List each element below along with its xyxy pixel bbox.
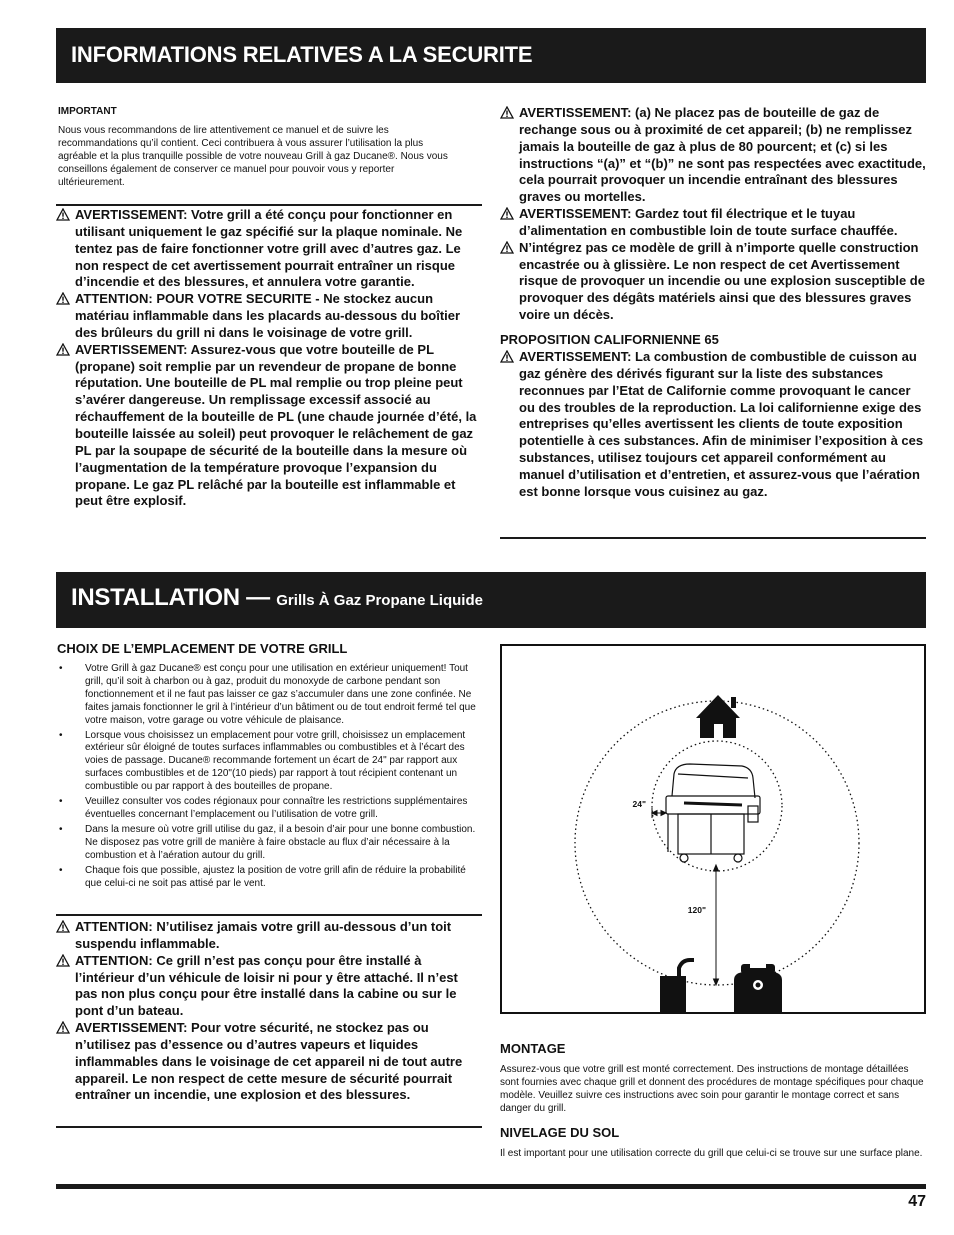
warning-triangle-icon [56,208,70,221]
list-item: • Lorsque vous choisissez un emplacement pour votre grill, choisissez un emplacement extérieur sûr éloigné de toutes surfaces inflammables ou combustibles et à l’écart des voies de passage. Ducane® recommande fortement un écart de 24" par rapport aux surfaces combustibles et de 120"(10 pieds) par rapport à tout récipient contenant un combustible ou par rapport à des bouteilles de propane. [57,730,482,795]
install-warnings [56,919,482,1104]
warning-triangle-icon [56,343,70,356]
warning-text: AVERTISSEMENT: Votre grill a été conçu pour fonctionner en utilisant uniquement le gaz spécifié sur la plaque nominale. Ne tentez pas de faire fonctionner votre grill avec d’autres gaz. Le non respect de cet avertissement pourrait entraîner un risque d’incendie et des blessures, et annulera votre garantie. [75,207,463,290]
divider [56,914,482,916]
warning-triangle-icon [56,920,70,933]
montage-heading: MONTAGE [500,1041,566,1056]
important-heading: IMPORTANT [58,106,117,117]
warning-item [500,105,926,206]
warning-text: AVERTISSEMENT: Assurez-vous que votre bouteille de PL (propane) soit remplie par un revendeur de propane de bonne réputation. Une bouteille de PL mal remplie ou trop pleine peut s’avérer dangereuse. Un remplissage excessif associé au réchauffement de la bouteille de PL (une chaude journée d’été, la bouteille laissée au soleil) peut provoquer le relâchement de gaz PL par la soupape de sécurité de la bouteille dans la mesure où l’augmentation de la température provoque l’expansion du propane. Le gaz PL relâché par la bouteille est inflammable et peut être explosif. [75,341,477,509]
important-text: Nous vous recommandons de lire attentivement ce manuel et de suivre les recommandations qu’il contient. Ceci contribuera à vous assurer l’utilisation la plus agréable et la plus tranquille possible de votre nouveau Grill à gaz Ducane®. Nous vous conseillons également de conserver ce manuel pour pouvoir vous y reporter ultérieurement. [58,125,448,188]
page-number: 47 [908,1193,926,1210]
list-item: • Dans la mesure où votre grill utilise du gaz, il a besoin d’air pour une bonne combustion. Ne disposez pas votre grill de manière à faire obstacle au flux d’air nécessaire à la combustion et à l’aération autour du grill. [57,824,482,863]
dimension-24-arrow [652,808,666,818]
warning-item [56,207,482,291]
prop65-warning [500,349,926,501]
list-item: • Chaque fois que possible, ajustez la position de votre grill afin de réduire la probabilité que celui-ci ne soit pas attisé par le vent. [57,865,482,891]
divider [56,1126,482,1128]
section-banner-safety [56,28,926,83]
warning-text: AVERTISSEMENT: Gardez tout fil électrique et le tuyau d’alimentation en combustible loin de toute surface chauffée. [519,206,898,238]
grill-icon [666,764,760,862]
warning-item [500,206,926,240]
warning-text: AVERTISSEMENT: (a) Ne placez pas de bouteille de gaz de rechange sous ou à proximité de cet appareil; (b) ne remplissez jamais la bouteille de gaz à plus de 80 pourcent; et (c) si les instructions “(a)” et “(b)” ne sont pas respectées avec exactitude, cela pourrait provoquer un incendie entraînant des blessures graves ou mortelles. [519,105,926,205]
nivelage-text: Il est important pour une utilisation correcte du grill que celui-ci se trouve sur une surface plane. [500,1148,923,1159]
warning-triangle-icon [500,106,514,119]
nivelage-heading: NIVELAGE DU SOL [500,1125,620,1140]
divider [500,537,926,539]
list-item: • Votre Grill à gaz Ducane® est conçu pour une utilisation en extérieur uniquement! Tout grill, qu’il soit à charbon ou à gaz, produit du monoxyde de carbone pendant son fonctionnement et il ne faut pas laisser ce gaz s’accumuler dans une zone confinée. Ne faites jamais fonctionner le gril à l’intérieur d’un bâtiment ou de tout endroit fermé tel que votre maison, votre garage ou votre véhicule de plaisance. [57,663,482,728]
warning-triangle-icon [500,241,514,254]
list-item: • Veuillez consulter vos codes régionaux pour connaître les restrictions supplémentaires éventuelles concernant l’emplacement ou l’utilisation de votre grill. [57,796,482,822]
right-warnings [500,105,926,501]
location-list [57,663,482,890]
clearance-diagram [500,644,926,1014]
house-icon [696,695,740,738]
warning-text: AVERTISSEMENT: Pour votre sécurité, ne stockez pas ou n’utilisez pas d’essence ou d’autres vapeurs et liquides inflammables dans le voisinage de cet appareil ni de tout autre appareil. Le non respect de cette mesure de sécurité pourrait entraîner un incendie, une explosion et des blessures. [75,1020,463,1103]
warning-item [56,919,482,953]
warning-triangle-icon [500,207,514,220]
montage-block [500,1041,926,1160]
divider [56,204,482,206]
warning-triangle-icon [500,350,514,363]
warning-text: AVERTISSEMENT: La combustion de combustible de cuisson au gaz génère des dérivés figurant sur la liste des substances reconnues par l’Etat de Californie comme provoquant le cancer ou des troubles de la reproduction. La loi californienne exige des entreprises qu’elles avertissent les clients de toute exposition potentielle à ces substances. Afin de minimiser l’exposition à ces substances, utilisez toujours cet appareil conformément au manuel d’utilisation et d’entretien, et assurez-vous que l’aération est bonne lorsque vous cuisinez au gaz. [519,348,924,499]
section-banner-installation [56,572,926,628]
section-subtitle: Grills À Gaz Propane Liquide [276,592,483,609]
warning-item [56,1020,482,1104]
location-heading: CHOIX DE L’EMPLACEMENT DE VOTRE GRILL [57,641,348,656]
propane-tank-icon [734,962,782,1012]
outer-clearance-circle [575,701,859,985]
warning-text: ATTENTION: N’utilisez jamais votre grill au-dessous d’un toit suspendu inflammable. [75,919,452,951]
warning-item [56,953,482,1020]
warning-item [56,342,482,510]
section-title-safety: INFORMATIONS RELATIVES A LA SECURITE [71,42,533,67]
warning-text: N’intégrez pas ce modèle de grill à n’importe quelle construction encastrée ou à glissière. Le non respect de cet Avertissement risque de provoquer un incendie ou une explosion susceptible de provoquer des dégâts matériels ainsi que des blessures graves voire un décès. [519,239,925,323]
section-title-installation: INSTALLATION — Grills À Gaz Propane Liquide [71,584,483,611]
prop65-heading: PROPOSITION CALIFORNIENNE 65 [500,331,719,347]
dimension-24-label: 24" [632,799,646,809]
clearance-diagram-svg [502,646,924,1012]
warning-text: ATTENTION: POUR VOTRE SECURITE - Ne stockez aucun matériau inflammable dans les placards au-dessous du boîtier des brûleurs du grill ni dans le voisinage de votre grill. [75,291,461,340]
warning-item [500,240,926,324]
warning-triangle-icon [56,954,70,967]
important-block [58,106,458,189]
location-block [57,641,482,892]
warning-text: ATTENTION: Ce grill n’est pas conçu pour être installé à l’intérieur d’un véhicule de loisir ni pour y être attaché. Il n’est pas non plus conçu pour être installé dans la cabine ou sur le pont d’un bateau. [75,952,458,1019]
dimension-120-label: 120" [687,905,706,915]
footer-bar [56,1184,926,1189]
left-warnings [56,207,482,510]
warning-triangle-icon [56,1021,70,1034]
warning-triangle-icon [56,292,70,305]
inner-clearance-circle [652,741,782,871]
gas-can-icon [660,960,694,1012]
warning-item [56,291,482,342]
montage-text: Assurez-vous que votre grill est monté correctement. Des instructions de montage détaillées sont fournies avec chaque grill et donnent des procédures de montage spécifiques pour chaque modèle. Veuillez suivre ces instructions avec soin pour garantir le montage correct et sans danger du grill. [500,1064,924,1114]
dimension-120-arrow [714,865,719,985]
